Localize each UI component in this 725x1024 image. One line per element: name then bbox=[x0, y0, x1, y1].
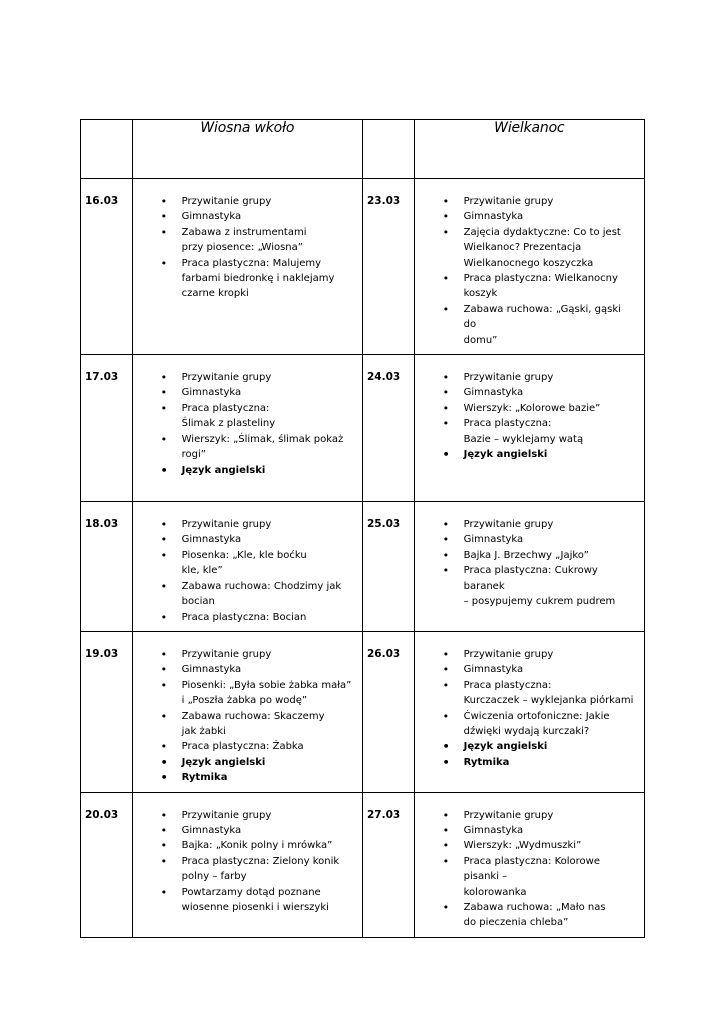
left-date-cell bbox=[81, 502, 133, 632]
right-date-cell bbox=[362, 179, 414, 355]
schedule-table bbox=[80, 119, 645, 938]
activity-item: • Gimnastyka bbox=[133, 823, 354, 838]
header-empty-cell-left bbox=[81, 120, 133, 179]
activity-item: • Zajęcia dydaktyczne: Co to jest Wielkanoc? Prezentacja Wielkanocnego koszyczka bbox=[415, 225, 636, 271]
activity-item: • Zabawa ruchowa: „Gąski, gąski do domu” bbox=[415, 302, 636, 348]
activity-item: • Język angielski bbox=[415, 447, 636, 462]
activity-item: • Bajka: „Konik polny i mrówka” bbox=[133, 838, 354, 853]
activity-item: • Gimnastyka bbox=[415, 823, 636, 838]
left-date: 19.03 bbox=[85, 647, 119, 660]
activity-item: • Gimnastyka bbox=[133, 532, 354, 547]
activity-item: • Przywitanie grupy bbox=[133, 370, 354, 385]
activity-item: • Powtarzamy dotąd poznane wiosenne piosenki i wierszyki bbox=[133, 885, 354, 916]
left-date: 18.03 bbox=[85, 518, 119, 531]
left-activity-list bbox=[133, 179, 362, 308]
activity-item: • Gimnastyka bbox=[133, 662, 354, 677]
left-activities-cell bbox=[132, 355, 362, 502]
left-activities-cell bbox=[132, 631, 362, 792]
right-date: 25.03 bbox=[366, 518, 401, 531]
left-activities-cell bbox=[132, 502, 362, 632]
right-activity-list bbox=[415, 502, 644, 615]
activity-item: • Gimnastyka bbox=[415, 209, 636, 224]
header-empty-cell-right bbox=[362, 120, 414, 179]
left-date-cell bbox=[81, 179, 133, 355]
activity-item: • Zabawa z instrumentami przy piosence: „Wiosna” bbox=[133, 225, 354, 256]
activity-item: • Praca plastyczna: Bocian bbox=[133, 610, 354, 625]
header-cell-left bbox=[132, 120, 362, 179]
left-activity-list bbox=[133, 632, 362, 792]
activity-item: • Wierszyk: „Wydmuszki” bbox=[415, 838, 636, 853]
activity-item: • Przywitanie grupy bbox=[133, 194, 354, 209]
activity-item: • Piosenki: „Była sobie żabka mała” i „Poszła żabka po wodę” bbox=[133, 678, 354, 709]
left-date-cell bbox=[81, 355, 133, 502]
activity-item: • Praca plastyczna: Wielkanocny koszyk bbox=[415, 271, 636, 302]
left-activities-cell bbox=[132, 179, 362, 355]
right-date-cell bbox=[362, 502, 414, 632]
left-date: 16.03 bbox=[85, 195, 119, 207]
activity-item: • Praca plastyczna: Żabka bbox=[133, 739, 354, 754]
left-date-cell bbox=[81, 792, 133, 937]
activity-item: • Rytmika bbox=[415, 755, 636, 770]
activity-item: • Przywitanie grupy bbox=[133, 647, 354, 662]
activity-item: • Przywitanie grupy bbox=[415, 647, 636, 662]
right-date: 23.03 bbox=[366, 195, 401, 207]
right-activities-cell bbox=[414, 631, 644, 792]
activity-item: • Rytmika bbox=[133, 770, 354, 785]
activity-item: • Wierszyk: „Ślimak, ślimak pokaż rogi” bbox=[133, 432, 354, 463]
week-row bbox=[81, 179, 645, 355]
activity-item: • Piosenka: „Kle, kle boćku kle, kle” bbox=[133, 548, 354, 579]
left-activities-cell bbox=[132, 792, 362, 937]
right-date: 24.03 bbox=[366, 371, 401, 384]
activity-item: • Język angielski bbox=[133, 463, 354, 478]
activity-item: • Praca plastyczna: Bazie – wyklejamy watą bbox=[415, 416, 636, 447]
activity-item: • Przywitanie grupy bbox=[133, 808, 354, 823]
right-date-cell bbox=[362, 631, 414, 792]
right-theme-title: Wielkanoc bbox=[494, 120, 565, 136]
activity-item: • Przywitanie grupy bbox=[415, 808, 636, 823]
activity-item: • Gimnastyka bbox=[133, 385, 354, 400]
activity-item: • Praca plastyczna: Ślimak z plasteliny bbox=[133, 401, 354, 432]
activity-item: • Przywitanie grupy bbox=[415, 370, 636, 385]
activity-item: • Praca plastyczna: Kurczaczek – wyklejanka piórkami bbox=[415, 678, 636, 709]
activity-item: • Gimnastyka bbox=[415, 532, 636, 547]
left-date: 17.03 bbox=[85, 371, 119, 384]
activity-item: • Wierszyk: „Kolorowe bazie” bbox=[415, 401, 636, 416]
right-date: 27.03 bbox=[366, 808, 401, 821]
activity-item: • Ćwiczenia ortofoniczne: Jakie dźwięki wydają kurczaki? bbox=[415, 709, 636, 740]
activity-item: • Gimnastyka bbox=[133, 209, 354, 224]
left-activity-list bbox=[133, 793, 362, 922]
right-activities-cell bbox=[414, 502, 644, 632]
activity-item: • Gimnastyka bbox=[415, 385, 636, 400]
activity-item: • Praca plastyczna: Malujemy farbami biedronkę i naklejamy czarne kropki bbox=[133, 256, 354, 302]
left-theme-title: Wiosna wkoło bbox=[200, 120, 295, 136]
left-date: 20.03 bbox=[85, 808, 119, 821]
week-row bbox=[81, 631, 645, 792]
right-date-cell bbox=[362, 792, 414, 937]
week-row bbox=[81, 502, 645, 632]
activity-item: • Bajka J. Brzechwy „Jajko” bbox=[415, 548, 636, 563]
activity-item: • Zabawa ruchowa: „Mało nas do pieczenia chleba” bbox=[415, 900, 636, 931]
activity-item: • Przywitanie grupy bbox=[133, 517, 354, 532]
left-activity-list bbox=[133, 502, 362, 631]
right-activity-list bbox=[415, 179, 644, 354]
right-date: 26.03 bbox=[366, 647, 401, 660]
week-row bbox=[81, 792, 645, 937]
activity-item: • Gimnastyka bbox=[415, 662, 636, 677]
activity-item: • Zabawa ruchowa: Chodzimy jak bocian bbox=[133, 579, 354, 610]
week-row bbox=[81, 355, 645, 502]
right-activities-cell bbox=[414, 355, 644, 502]
right-activities-cell bbox=[414, 792, 644, 937]
right-date-cell bbox=[362, 355, 414, 502]
header-row bbox=[81, 120, 645, 179]
right-activity-list bbox=[415, 632, 644, 776]
left-date-cell bbox=[81, 631, 133, 792]
activity-item: • Język angielski bbox=[415, 739, 636, 754]
activity-item: • Przywitanie grupy bbox=[415, 517, 636, 532]
right-activities-cell bbox=[414, 179, 644, 355]
activity-item: • Praca plastyczna: Kolorowe pisanki – kolorowanka bbox=[415, 854, 636, 900]
right-activity-list bbox=[415, 355, 644, 468]
right-activity-list bbox=[415, 793, 644, 937]
activity-item: • Praca plastyczna: Zielony konik polny – farby bbox=[133, 854, 354, 885]
header-cell-right bbox=[414, 120, 644, 179]
activity-item: • Język angielski bbox=[133, 755, 354, 770]
activity-item: • Przywitanie grupy bbox=[415, 194, 636, 209]
left-activity-list bbox=[133, 355, 362, 484]
activity-item: • Zabawa ruchowa: Skaczemy jak żabki bbox=[133, 709, 354, 740]
activity-item: • Praca plastyczna: Cukrowy baranek – posypujemy cukrem pudrem bbox=[415, 563, 636, 609]
